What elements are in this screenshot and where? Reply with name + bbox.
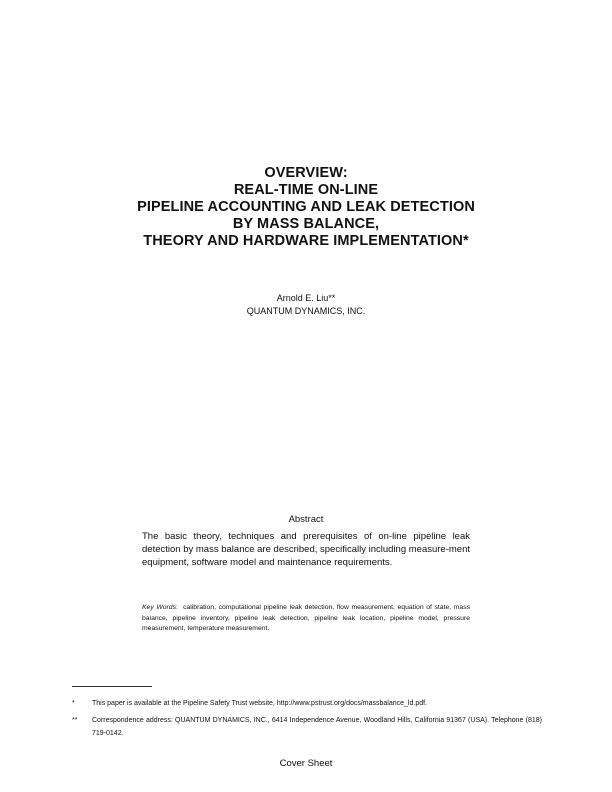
title-line: BY MASS BALANCE, <box>232 216 380 232</box>
author-affiliation: QUANTUM DYNAMICS, INC. <box>246 306 366 316</box>
footnote <box>72 715 542 740</box>
abstract-heading: Abstract <box>288 514 324 525</box>
footnote-marker: * <box>72 700 75 707</box>
paper-title <box>0 165 612 250</box>
footnote <box>72 698 542 711</box>
title-line: REAL-TIME ON-LINE <box>233 182 379 198</box>
footnote-text: This paper is available at the Pipeline Safety Trust website, http://www.pstrust.org/docs/massbalance_ld.pdf. <box>92 700 428 707</box>
keywords-separator: : <box>175 604 178 611</box>
page-footer: Cover Sheet <box>279 758 333 769</box>
footnote-divider <box>72 686 152 687</box>
title-line: PIPELINE ACCOUNTING AND LEAK DETECTION <box>137 199 475 215</box>
footnote-marker: ** <box>72 717 78 724</box>
keywords-text: calibration, computational pipeline leak detection, flow measurement, equation of state, mass balance, pipeline inventory, pipeline leak detection, pipeline leak location, pipeline model, pressure measurement, temperature measurement. <box>142 604 470 632</box>
author-name: Arnold E. Liu** <box>276 293 336 303</box>
keywords-label: Key Words <box>142 604 176 611</box>
title-line: OVERVIEW: <box>264 165 348 181</box>
author-block <box>0 292 612 318</box>
keywords <box>142 603 470 635</box>
title-line: THEORY AND HARDWARE IMPLEMENTATION* <box>143 233 469 249</box>
footnote-text: Correspondence address: QUANTUM DYNAMICS, INC., 6414 Independence Avenue, Woodland Hills, California 91367 (USA). Telephone (818) 719-0142. <box>92 717 542 737</box>
abstract-body: The basic theory, techniques and prerequisites of on-line pipeline leak detection by mass balance are described, specifically including measure-ment equipment, software model and maintenance requirements. <box>142 531 470 568</box>
